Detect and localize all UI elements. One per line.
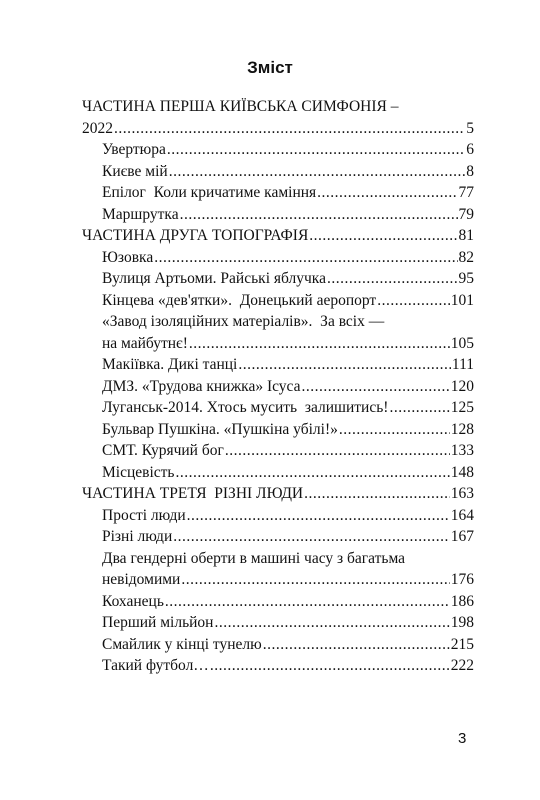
toc-entry-title: Юзовка [102,248,154,266]
dot-leader [189,333,450,355]
table-of-contents [82,96,474,677]
toc-title: Зміст [247,58,293,77]
toc-page-number: 222 [450,657,474,674]
dot-leader [180,204,458,226]
toc-entry [82,505,474,527]
toc-page-number: 198 [450,614,474,631]
toc-page-number: 101 [450,291,474,309]
toc-page-number: 79 [458,205,474,223]
toc-entry [82,268,474,290]
toc-entry [82,655,474,677]
toc-entry [82,139,474,161]
toc-entry-title: Макіївка. Дикі танці [102,356,238,373]
toc-page-number: 176 [450,571,474,588]
toc-entry-line [102,182,474,204]
toc-page-number: 82 [458,248,474,266]
page-number: 3 [458,730,467,747]
toc-entry-title: Кінцева «дев'ятки». Донецький аеропорт [102,291,377,309]
toc-page-number: 163 [450,485,474,502]
toc-entry-title: Увертюра [102,141,166,158]
toc-entry-line [82,118,474,140]
dot-leader [210,655,450,677]
dot-leader [304,483,450,505]
dot-leader [173,526,450,548]
dot-leader [114,118,465,140]
toc-page-number: 164 [450,506,474,524]
toc-entry-line [102,333,474,355]
toc-page-number: 6 [466,141,474,158]
toc-entry-line [102,290,474,312]
toc-entry-title: Перший мільйон [102,614,214,631]
toc-entry [82,354,474,376]
toc-entry [82,440,474,462]
toc-page-number: 186 [450,592,474,610]
toc-entry [82,526,474,548]
dot-leader [339,419,450,441]
toc-entry-line [102,634,474,656]
toc-entry-title-continued: невідомими [102,571,181,588]
toc-section [82,483,474,505]
toc-entry-title: Місцевість [102,463,175,481]
toc-page-number: 77 [458,184,474,201]
toc-entry-line [102,591,474,613]
toc-entry-title: Маршрутка [102,205,179,223]
toc-entry [82,462,474,484]
toc-entry [82,204,474,226]
toc-entry-title: Епілог Коли кричатиме каміння [102,184,317,201]
dot-leader [181,569,449,591]
dot-leader [263,634,450,656]
dot-leader [317,182,457,204]
dot-leader [225,440,450,462]
toc-entry-line [102,526,474,548]
toc-page-number: 148 [450,463,474,481]
toc-entry-line [102,204,474,226]
toc-section [82,96,474,139]
toc-section [82,225,474,247]
toc-entry [82,247,474,269]
toc-entry-title: «Завод ізоляційних матеріалів». За всіх — [102,313,385,330]
toc-entry-title: Смайлик у кінці тунелю [102,635,262,653]
toc-entry-title-continued: 2022 [82,119,113,137]
toc-page-number: 81 [458,227,474,244]
dot-leader [302,376,450,398]
toc-entry-line [102,419,474,441]
toc-page-number: 95 [458,270,474,287]
toc-entry-line [102,612,474,634]
toc-entry-line [102,247,474,269]
dot-leader [377,290,450,312]
toc-page-number: 167 [450,528,474,545]
toc-entry [82,612,474,634]
toc-entry-line [82,225,474,247]
toc-entry-title: ЧАСТИНА ТРЕТЯ РІЗНІ ЛЮДИ [82,485,304,502]
toc-entry-title: ЧАСТИНА ДРУГА ТОПОГРАФІЯ [82,227,309,244]
toc-entry-title: Вулиця Артьоми. Райські яблучка [102,270,326,287]
toc-entry-line [102,354,474,376]
dot-leader [309,225,457,247]
toc-entry-title: Бульвар Пушкіна. «Пушкіна убілі!» [102,420,338,438]
toc-entry-line [102,161,474,183]
toc-entry [82,376,474,398]
toc-entry-line [102,268,474,290]
toc-entry [82,397,474,419]
toc-entry [82,634,474,656]
dot-leader [165,591,450,613]
toc-entry-title: СМТ. Курячий бог [102,442,224,459]
toc-entry-title: Києве мій [102,162,168,180]
toc-entry [82,548,474,591]
toc-page-number: 5 [466,119,474,137]
toc-entry-title: Луганськ-2014. Хтось мусить залишитись! [102,399,389,416]
toc-entry-title: ЧАСТИНА ПЕРША КИЇВСЬКА СИМФОНІЯ – [82,98,399,115]
dot-leader [176,462,450,484]
dot-leader [187,505,450,527]
toc-entry-title: Прості люди [102,506,186,524]
toc-entry-line [102,505,474,527]
dot-leader [389,397,449,419]
dot-leader [169,161,466,183]
dot-leader [154,247,457,269]
toc-entry-title: Два гендерні оберти в машині часу з багатьма [102,549,406,567]
toc-page-number: 128 [450,420,474,438]
dot-leader [167,139,465,161]
toc-entry-title: Такий футбол… [102,657,209,674]
toc-entry-line [102,397,474,419]
toc-page-number: 111 [451,356,474,373]
toc-page-number: 120 [450,377,474,395]
toc-page-number: 133 [450,442,474,459]
toc-page-number: 8 [466,162,474,180]
toc-entry [82,182,474,204]
toc-entry-title: Коханець [102,592,164,610]
toc-page-number: 215 [450,635,474,653]
toc-entry [82,419,474,441]
toc-page-number: 105 [450,334,474,352]
toc-entry-line [102,569,474,591]
dot-leader [238,354,451,376]
toc-entry-line [102,376,474,398]
toc-entry [82,290,474,312]
toc-entry [82,161,474,183]
toc-entry-line [102,440,474,462]
toc-entry-title: ДМЗ. «Трудова книжка» Ісуса [102,377,301,395]
dot-leader [327,268,458,290]
toc-entry-title-continued: на майбутнє! [102,334,188,352]
toc-entry-title: Різні люди [102,528,173,545]
toc-entry [82,311,474,354]
toc-entry-line [102,462,474,484]
dot-leader [214,612,449,634]
toc-entry-line [82,483,474,505]
toc-page-number: 125 [450,399,474,416]
toc-entry [82,591,474,613]
toc-entry-line [102,655,474,677]
toc-entry-line [102,139,474,161]
